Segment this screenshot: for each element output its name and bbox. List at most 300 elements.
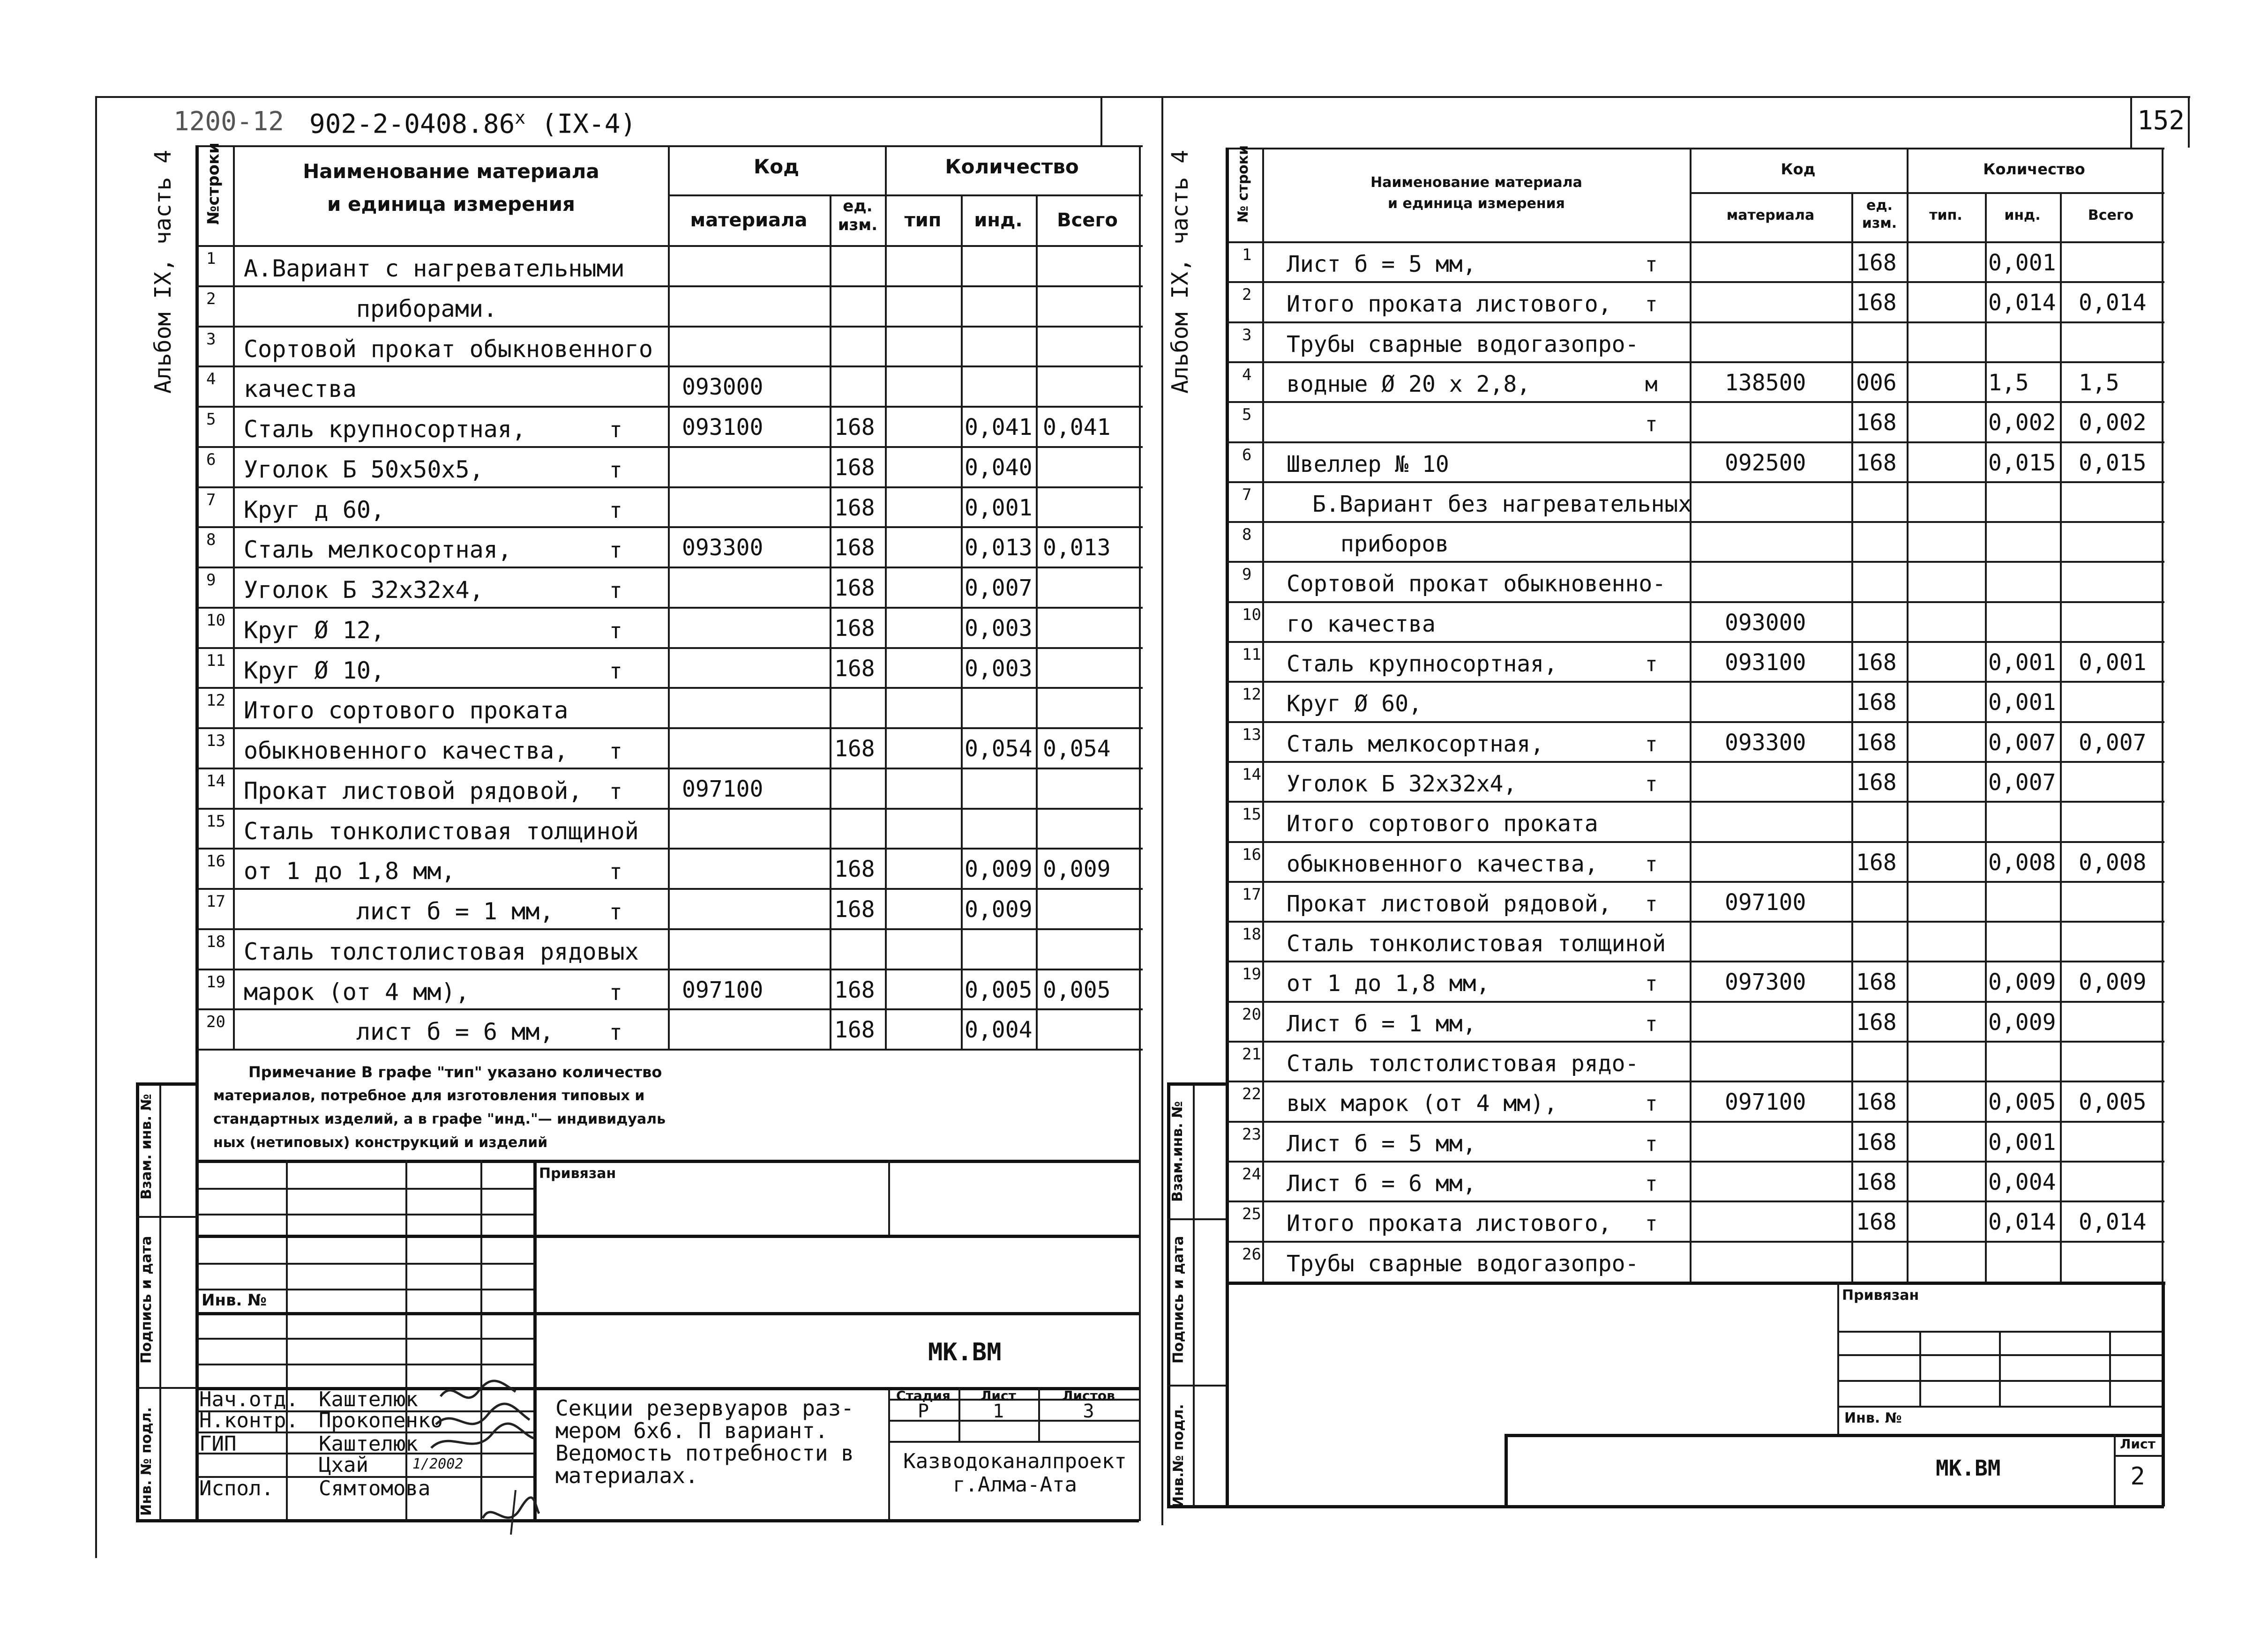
left-stamp-sheet: 1: [992, 1401, 1004, 1422]
left-row-number: 12: [206, 691, 225, 710]
right-row-name: Трубы сварные водогазопро-: [1287, 331, 1639, 358]
left-row-total: 0,054: [1043, 736, 1111, 762]
right-row-unit: т: [1645, 652, 1658, 676]
left-row-line: [197, 687, 1143, 689]
right-row-line: [1227, 841, 2164, 843]
right-row-line: [1227, 761, 2164, 763]
left-row-line: [197, 526, 1143, 528]
right-row-unit: м: [1645, 372, 1658, 396]
left-table-top: [197, 145, 1143, 147]
left-row-line: [197, 969, 1143, 970]
right-stamp-mark: МК.ВМ: [1936, 1455, 2001, 1481]
left-stamp-sheets: 3: [1083, 1401, 1094, 1422]
left-row-unit-code: 168: [834, 1017, 875, 1044]
left-row-name: Круг Ø 10,: [244, 656, 385, 684]
left-row-number: 1: [206, 249, 216, 268]
right-row-ind: 0,009: [1988, 1009, 2056, 1036]
right-row-total: 0,008: [2079, 849, 2147, 876]
right-header-qty-type: тип.: [1929, 207, 1962, 224]
right-row-ind: 0,004: [1988, 1169, 2056, 1195]
right-row-unit-code: 168: [1856, 449, 1897, 476]
left-row-unit: т: [609, 658, 622, 684]
left-row-line: [197, 326, 1143, 328]
left-col-sep-6: [1036, 194, 1038, 1050]
right-row-unit-code: 168: [1856, 250, 1897, 276]
left-row-unit-code: 168: [834, 856, 875, 883]
left-stamp-h2: [197, 1214, 533, 1215]
left-stamp-sep-e: [888, 1160, 890, 1235]
left-row-line: [197, 406, 1143, 408]
right-row-unit-code: 168: [1856, 689, 1897, 716]
right-row-name: Итого проката листового,: [1287, 291, 1612, 318]
left-row-number: 15: [206, 812, 225, 831]
left-stamp-h3: [197, 1235, 1139, 1238]
right-row-number: 5: [1242, 405, 1252, 425]
left-row-line: [197, 727, 1143, 729]
left-stamp-person: Цхай: [319, 1453, 368, 1477]
left-row-total: 0,009: [1043, 856, 1111, 883]
left-row-ind: 0,009: [965, 856, 1033, 883]
right-row-material-code: 097300: [1725, 969, 1806, 996]
left-stamp-person: Сямтомова: [319, 1476, 431, 1500]
left-row-unit: т: [609, 778, 622, 804]
right-stamp-sheet-label: Лист: [2120, 1436, 2156, 1452]
right-row-name: обыкновенного качества,: [1287, 850, 1598, 877]
left-row-number: 2: [206, 289, 216, 308]
right-margin-vzam: Взам.инв. №: [1169, 1101, 1186, 1202]
left-row-number: 13: [206, 731, 225, 750]
left-margin-sep-2: [136, 1387, 197, 1389]
right-row-line: [1227, 1161, 2164, 1163]
left-row-unit: т: [609, 899, 622, 925]
right-row-unit: т: [1645, 1012, 1658, 1036]
left-row-unit: т: [609, 618, 622, 643]
right-row-unit-code: 168: [1856, 410, 1897, 436]
left-note-line-3: стандартных изделий, а в графе "инд."— индивидуаль: [213, 1111, 666, 1127]
right-row-line: [1227, 961, 2164, 962]
right-col-sep-6: [2060, 192, 2062, 1282]
right-row-number: 22: [1242, 1085, 1261, 1104]
right-table-top: [1227, 148, 2164, 149]
left-col-sep-5: [961, 194, 963, 1050]
right-header-code: Код: [1781, 160, 1816, 178]
right-row-name: Круг Ø 60,: [1287, 691, 1422, 717]
left-row-name: Круг Ø 12,: [244, 616, 385, 644]
left-row-unit: т: [609, 578, 622, 603]
right-stamp-v1: [1919, 1331, 1921, 1406]
left-table-header-bottom: [197, 245, 1143, 247]
right-row-name: Прокат листовой рядовой,: [1287, 890, 1612, 917]
right-row-name: Итого сортового проката: [1287, 811, 1598, 837]
right-row-line: [1227, 1001, 2164, 1003]
left-margin-sep-1: [136, 1216, 197, 1218]
left-row-name: лист б = 6 мм,: [356, 1018, 554, 1046]
left-row-name: Итого сортового проката: [244, 697, 569, 724]
right-row-number: 2: [1242, 285, 1252, 305]
right-row-name: Итого проката листового,: [1287, 1210, 1612, 1237]
left-row-number: 7: [206, 490, 216, 509]
left-row-unit-code: 168: [834, 414, 875, 440]
right-table-header-bottom: [1227, 241, 2164, 243]
right-row-line: [1227, 441, 2164, 443]
left-row-line: [197, 928, 1143, 930]
left-header-code-unit: ед. изм.: [838, 197, 878, 234]
frame-right-edge: [2188, 96, 2190, 148]
right-row-unit: т: [1645, 1092, 1658, 1116]
left-margin-vzam: Взам. инв. №: [138, 1094, 155, 1200]
right-row-unit-code: 168: [1856, 1009, 1897, 1036]
left-row-ind: 0,041: [965, 414, 1033, 440]
left-stamp-mark: МК.ВМ: [928, 1338, 1002, 1366]
right-row-name: Уголок Б 32x32x4,: [1287, 770, 1517, 797]
left-row-line: [197, 365, 1143, 367]
right-table-outer-left: [1226, 148, 1229, 1506]
left-row-number: 18: [206, 932, 225, 951]
right-row-number: 24: [1242, 1164, 1261, 1184]
right-row-unit-code: 168: [1856, 769, 1897, 796]
right-row-ind: 0,001: [1988, 250, 2056, 276]
right-row-ind: 0,001: [1988, 1129, 2056, 1156]
right-row-name: Лист б = 6 мм,: [1287, 1170, 1476, 1197]
left-row-name: А.Вариант с нагревательными: [244, 255, 625, 282]
right-row-total: 1,5: [2079, 369, 2119, 396]
left-stamp-bottom: [136, 1519, 1139, 1522]
left-row-name: лист б = 1 мм,: [356, 898, 554, 925]
right-stamp-sheet-label-line: [2114, 1455, 2162, 1457]
right-row-total: 0,014: [2079, 1209, 2147, 1236]
right-row-unit: т: [1645, 292, 1658, 317]
right-row-name: вых марок (от 4 мм),: [1287, 1090, 1557, 1117]
left-row-unit-code: 168: [834, 575, 875, 601]
right-row-name: Сталь толстолистовая рядо-: [1287, 1051, 1639, 1077]
right-row-line: [1227, 681, 2164, 683]
left-row-line: [197, 567, 1143, 568]
right-row-total: 0,007: [2079, 729, 2147, 756]
right-col-sep-3: [1851, 192, 1853, 1282]
right-row-total: 0,002: [2079, 410, 2147, 436]
left-row-unit-code: 168: [834, 454, 875, 481]
left-row-number: 10: [206, 611, 225, 630]
right-row-material-code: 138500: [1725, 369, 1806, 396]
right-row-name: го качества: [1287, 611, 1436, 637]
right-row-number: 18: [1242, 925, 1261, 944]
right-col-sep-2: [1690, 148, 1692, 1282]
right-row-name: Сталь крупносортная,: [1287, 651, 1557, 677]
left-header-row-no: №строки: [204, 142, 223, 225]
left-stamp-h6: [197, 1312, 1139, 1315]
frame-top-left-sep: [1100, 96, 1102, 145]
right-row-number: 26: [1242, 1245, 1261, 1264]
left-row-unit: т: [609, 738, 622, 764]
left-stamp-privyazan: Привязан: [539, 1165, 616, 1182]
right-row-line: [1227, 881, 2164, 883]
right-row-name: Лист б = 5 мм,: [1287, 251, 1476, 277]
right-row-unit: т: [1645, 972, 1658, 996]
right-row-ind: 0,007: [1988, 769, 2056, 796]
right-row-number: 3: [1242, 325, 1252, 344]
right-row-number: 6: [1242, 445, 1252, 464]
left-row-unit: т: [609, 537, 622, 563]
document-code-2-sup: x: [515, 107, 526, 128]
left-row-ind: 0,004: [965, 1017, 1033, 1044]
right-col-sep-7: [2162, 148, 2163, 1282]
right-row-unit: т: [1645, 772, 1658, 796]
left-row-number: 20: [206, 1013, 225, 1032]
right-row-number: 21: [1242, 1045, 1261, 1064]
left-row-name: обыкновенного качества,: [244, 737, 569, 764]
frame-page-num-box: [2130, 96, 2132, 148]
right-row-line: [1227, 801, 2164, 803]
right-row-number: 4: [1242, 365, 1252, 384]
right-row-ind: 0,008: [1988, 849, 2056, 876]
left-row-line: [197, 446, 1143, 448]
left-row-unit-code: 168: [834, 655, 875, 682]
right-stamp-privyazan: Привязан: [1842, 1287, 1919, 1304]
left-stamp-org-1: Казводоканалпроект: [903, 1449, 1127, 1473]
left-row-ind: 0,003: [965, 615, 1033, 641]
left-row-material-code: 093300: [682, 535, 763, 561]
left-margin-top: [136, 1082, 197, 1086]
right-row-number: 9: [1242, 565, 1252, 584]
right-row-line: [1227, 321, 2164, 323]
right-row-material-code: 097100: [1725, 889, 1806, 916]
right-row-line: [1227, 521, 2164, 523]
left-stamp-h1: [197, 1188, 533, 1190]
left-stamp-person: Каштелюк: [319, 1432, 418, 1456]
left-row-number: 19: [206, 972, 225, 992]
right-row-number: 14: [1242, 765, 1261, 784]
left-stamp-title-3: Ведомость потребности в: [555, 1440, 854, 1466]
left-col-sep-7: [1139, 145, 1141, 1521]
right-row-unit-code: 006: [1856, 369, 1897, 396]
left-col-sep-1: [233, 145, 235, 1050]
left-stamp-title-4: материалах.: [555, 1463, 698, 1488]
left-stamp-org-2: г.Алма-Ата: [953, 1473, 1077, 1497]
right-header-row-no: № строки: [1235, 145, 1251, 223]
left-row-unit-code: 168: [834, 494, 875, 521]
document-code-2: [309, 109, 636, 138]
right-row-number: 19: [1242, 965, 1261, 984]
right-row-line: [1227, 1081, 2164, 1082]
left-row-unit: т: [609, 417, 622, 442]
right-row-line: [1227, 601, 2164, 603]
right-row-name: водные Ø 20 x 2,8,: [1287, 371, 1531, 397]
left-row-unit: т: [609, 497, 622, 523]
left-stamp-person: Каштелюк: [319, 1387, 418, 1411]
left-stamp-h4: [197, 1263, 533, 1265]
left-stamp-role: Нач.отд.: [199, 1387, 299, 1411]
right-row-unit: т: [1645, 253, 1658, 276]
left-row-ind: 0,054: [965, 736, 1033, 762]
left-row-name: Сталь крупносортная,: [244, 416, 526, 443]
right-header-quantity: Количество: [1983, 160, 2085, 178]
right-stamp-v2: [1999, 1331, 2001, 1406]
document-code-2-suffix: (IX-4): [541, 109, 636, 140]
right-row-ind: 0,002: [1988, 410, 2056, 436]
right-stamp-main-left: [1505, 1434, 1508, 1506]
left-row-unit-code: 168: [834, 535, 875, 561]
right-row-line: [1227, 481, 2164, 483]
left-stamp-sheet-label: Лист: [981, 1388, 1016, 1403]
right-margin-podpis: Подпись и дата: [1170, 1236, 1187, 1364]
right-margin-inv-podl: Инв.№ подл.: [1170, 1404, 1187, 1508]
left-row-total: 0,041: [1043, 414, 1111, 440]
left-margin-inv-podl: Инв. № подл.: [138, 1407, 155, 1516]
left-row-material-code: 097100: [682, 775, 763, 802]
left-note-line-2: материалов, потребное для изготовления типовых и: [213, 1088, 645, 1104]
left-row-name: Уголок Б 50x50x5,: [244, 455, 484, 483]
left-row-line: [197, 607, 1143, 609]
left-row-line: [197, 808, 1143, 810]
right-row-line: [1227, 561, 2164, 563]
left-row-line: [197, 888, 1143, 890]
right-row-number: 12: [1242, 685, 1261, 704]
left-row-unit-code: 168: [834, 615, 875, 641]
left-row-ind: 0,040: [965, 454, 1033, 481]
right-stamp-block-left: [1837, 1282, 1839, 1436]
right-side-label: Альбом IX, часть 4: [1167, 149, 1193, 394]
left-row-material-code: 097100: [682, 977, 763, 1003]
left-table-subheader: [668, 194, 1143, 196]
right-row-name: Швеллер № 10: [1287, 451, 1449, 477]
right-row-line: [1227, 361, 2164, 363]
right-row-line: [1227, 721, 2164, 723]
right-row-line: [1227, 921, 2164, 923]
right-header-qty-total: Всего: [2088, 207, 2134, 224]
right-row-name: Лист б = 5 мм,: [1287, 1130, 1476, 1157]
right-stamp-outer-right: [2162, 1282, 2165, 1506]
right-row-unit-code: 168: [1856, 969, 1897, 996]
right-margin-top: [1167, 1082, 1226, 1086]
right-stamp-bottom: [1167, 1505, 2164, 1508]
left-header-code-material: материала: [690, 209, 808, 231]
document-code-2-main: 902-2-0408.86: [309, 109, 515, 140]
frame-left-edge: [95, 96, 97, 1558]
right-row-material-code: 093000: [1725, 609, 1806, 636]
right-row-line: [1227, 1041, 2164, 1043]
left-row-name: Сортовой прокат обыкновенного: [244, 335, 653, 363]
left-col-sep-2: [668, 145, 670, 1050]
left-header-quantity: Количество: [945, 155, 1079, 178]
right-row-ind: 0,009: [1988, 969, 2056, 996]
left-row-number: 14: [206, 771, 225, 790]
right-row-unit: т: [1645, 1171, 1658, 1196]
right-header-code-unit: ед. изм.: [1862, 197, 1897, 231]
left-header-qty-total: Всего: [1057, 209, 1118, 231]
left-stamp-role: Испол.: [199, 1476, 274, 1500]
left-header-qty-ind: инд.: [974, 209, 1023, 231]
right-margin-sep-1: [1167, 1218, 1226, 1220]
right-row-name: Трубы сварные водогазопро-: [1287, 1250, 1639, 1277]
left-row-ind: 0,013: [965, 535, 1033, 561]
right-row-ind: 0,015: [1988, 449, 2056, 476]
right-row-number: 1: [1242, 246, 1252, 264]
right-row-number: 11: [1242, 645, 1261, 664]
left-row-line: [197, 1008, 1143, 1010]
right-row-ind: 0,005: [1988, 1089, 2056, 1116]
left-row-line: [197, 1049, 1143, 1051]
left-row-name: Уголок Б 32x32x4,: [244, 576, 484, 604]
right-row-unit-code: 168: [1856, 849, 1897, 876]
right-stamp-sheet: 2: [2130, 1462, 2145, 1491]
left-row-ind: 0,007: [965, 575, 1033, 601]
right-row-unit-code: 168: [1856, 1209, 1897, 1236]
right-row-material-code: 093300: [1725, 729, 1806, 756]
right-row-unit-code: 168: [1856, 290, 1897, 316]
right-row-number: 13: [1242, 725, 1261, 744]
left-row-unit-code: 168: [834, 736, 875, 762]
left-row-number: 11: [206, 651, 225, 670]
left-row-unit: т: [609, 1020, 622, 1045]
left-row-line: [197, 285, 1143, 287]
right-row-unit-code: 168: [1856, 1089, 1897, 1116]
left-header-code: Код: [753, 155, 800, 178]
right-row-unit-code: 168: [1856, 1129, 1897, 1156]
right-row-total: 0,009: [2079, 969, 2147, 996]
left-row-unit: т: [609, 457, 622, 483]
right-row-unit: т: [1645, 892, 1658, 916]
left-row-material-code: 093000: [682, 374, 763, 401]
left-stamp-date-mark: 1/2002: [412, 1456, 464, 1472]
right-row-unit-code: 168: [1856, 1169, 1897, 1195]
right-row-number: 20: [1242, 1005, 1261, 1024]
left-row-unit-code: 168: [834, 896, 875, 923]
left-row-name: Сталь тонколистовая толщиной: [244, 817, 639, 845]
left-row-ind: 0,001: [965, 494, 1033, 521]
right-row-material-code: 093100: [1725, 649, 1806, 676]
left-col-sep-4: [885, 145, 887, 1050]
right-row-number: 25: [1242, 1205, 1261, 1224]
right-row-unit: т: [1645, 412, 1658, 437]
left-row-number: 8: [206, 530, 216, 550]
right-stamp-inv-no: Инв. №: [1844, 1410, 1902, 1426]
left-stamp-role: Н.контр.: [199, 1409, 299, 1432]
left-row-number: 17: [206, 892, 225, 911]
right-row-number: 7: [1242, 485, 1252, 504]
right-stamp-h4: [1837, 1406, 2162, 1408]
left-margin-podpis: Подпись и дата: [138, 1236, 155, 1364]
right-row-ind: 0,007: [1988, 729, 2056, 756]
right-header-qty-ind: инд.: [2004, 207, 2041, 224]
right-table-subheader: [1690, 192, 2164, 194]
left-row-number: 4: [206, 370, 216, 389]
right-col-sep-1: [1262, 148, 1264, 1282]
right-row-unit: т: [1645, 1132, 1658, 1156]
right-row-unit-code: 168: [1856, 649, 1897, 676]
right-row-name: Сталь тонколистовая толщиной: [1287, 931, 1666, 957]
left-header-name-1: Наименование материала: [303, 160, 599, 183]
right-row-material-code: 092500: [1725, 449, 1806, 476]
left-row-unit: т: [609, 859, 622, 885]
left-row-number: 5: [206, 410, 216, 429]
right-row-ind: 0,001: [1988, 689, 2056, 716]
left-row-unit: т: [609, 979, 622, 1005]
right-row-unit: т: [1645, 732, 1658, 756]
right-header-name-1: Наименование материала: [1370, 174, 1582, 191]
left-row-number: 9: [206, 571, 216, 589]
left-row-material-code: 093100: [682, 414, 763, 440]
left-stamp-h7: [197, 1338, 533, 1340]
left-row-ind: 0,005: [965, 977, 1033, 1003]
right-row-ind: 0,001: [1988, 649, 2056, 676]
left-stamp-stage: Р: [917, 1401, 929, 1422]
right-row-name: Сталь мелкосортная,: [1287, 731, 1544, 757]
left-stamp-role: ГИП: [199, 1432, 237, 1456]
right-row-name: от 1 до 1,8 мм,: [1287, 970, 1490, 997]
right-row-name: Лист б = 1 мм,: [1287, 1010, 1476, 1037]
right-row-total: 0,015: [2079, 449, 2147, 476]
left-row-name: от 1 до 1,8 мм,: [244, 858, 456, 885]
